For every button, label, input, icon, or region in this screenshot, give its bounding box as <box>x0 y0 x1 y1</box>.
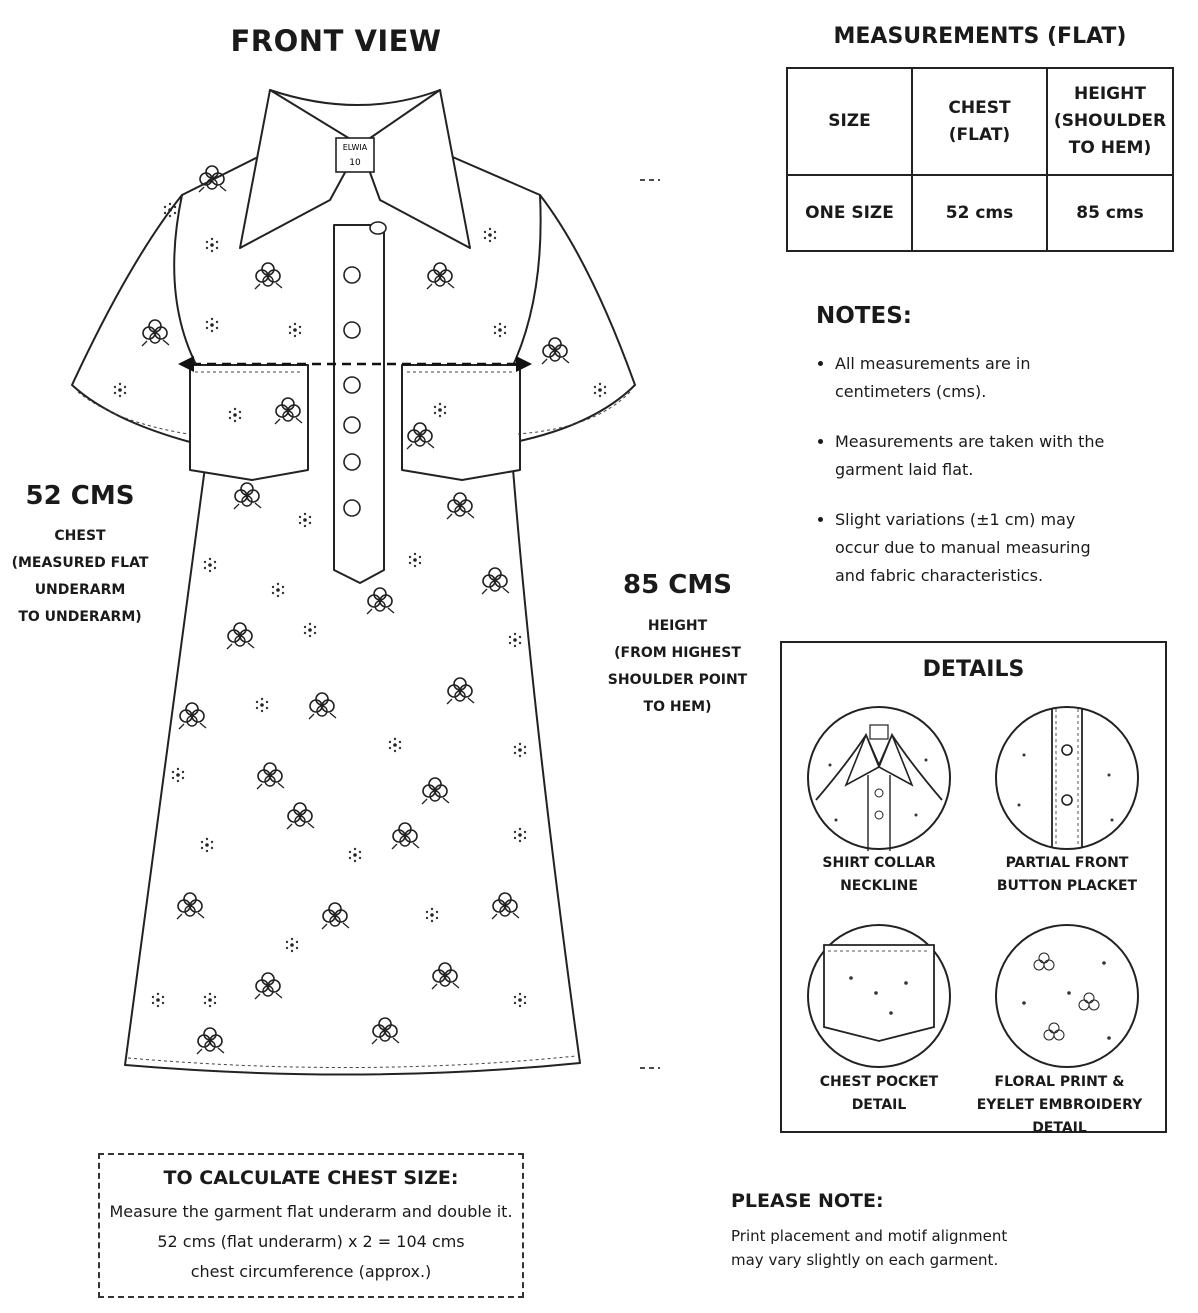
chest-calculation-line: chest circumference (approx.) <box>190 1262 432 1281</box>
chest-measurement-value: 52 CMS <box>25 481 135 511</box>
table-header-chest: CHEST (FLAT) <box>912 68 1047 175</box>
chest-calculation-box <box>98 1153 524 1298</box>
chest-measurement-description: CHEST (MEASURED FLAT UNDERARM TO UNDERARM) <box>11 528 149 625</box>
please-note-title: PLEASE NOTE: <box>731 1190 884 1212</box>
height-measurement-description: HEIGHT (FROM HIGHEST SHOULDER POINT TO HEM) <box>607 618 748 715</box>
detail-collar-label: SHIRT COLLAR NECKLINE <box>822 855 936 894</box>
note-item: • Slight variations (±1 cm) may occur due to manual measuring and fabric characteristics. <box>835 506 1105 590</box>
notes-title: NOTES: <box>816 303 912 329</box>
detail-pocket-image <box>806 923 952 1069</box>
front-view-title: FRONT VIEW <box>230 24 442 58</box>
note-item: • Measurements are taken with the garment laid flat. <box>835 428 1105 484</box>
garment-label-size: 10 <box>349 158 361 168</box>
measurements-title: MEASUREMENTS (FLAT) <box>833 24 1127 49</box>
details-panel <box>780 641 1167 1136</box>
table-cell-chest: 52 cms <box>912 175 1047 251</box>
height-measurement-value: 85 CMS <box>623 570 732 600</box>
chest-calculation-title: TO CALCULATE CHEST SIZE: <box>163 1167 459 1189</box>
details-title: DETAILS <box>922 657 1025 682</box>
detail-floral-label: FLORAL PRINT & EYELET EMBROIDERY DETAIL <box>976 1074 1143 1136</box>
detail-placket-image <box>994 705 1140 851</box>
notes-list <box>815 350 1105 612</box>
table-header-height: HEIGHT (SHOULDER TO HEM) <box>1047 68 1173 175</box>
detail-floral-image <box>994 923 1140 1069</box>
table-cell-height: 85 cms <box>1047 175 1173 251</box>
detail-pocket-label: CHEST POCKET DETAIL <box>819 1074 939 1113</box>
detail-collar-image <box>806 705 952 851</box>
detail-placket-label: PARTIAL FRONT BUTTON PLACKET <box>996 855 1138 894</box>
measurements-table <box>786 67 1174 252</box>
chest-calculation-line: 52 cms (flat underarm) x 2 = 104 cms <box>157 1232 465 1251</box>
chest-calculation-line: Measure the garment flat underarm and double it. <box>109 1202 513 1221</box>
table-header-size: SIZE <box>787 68 912 175</box>
table-cell-size: ONE SIZE <box>787 175 912 251</box>
please-note-text: Print placement and motif alignment may vary slightly on each garment. <box>731 1227 1008 1269</box>
garment-label-brand: ELWIA <box>342 143 368 152</box>
note-item: • All measurements are in centimeters (cms). <box>835 350 1105 406</box>
